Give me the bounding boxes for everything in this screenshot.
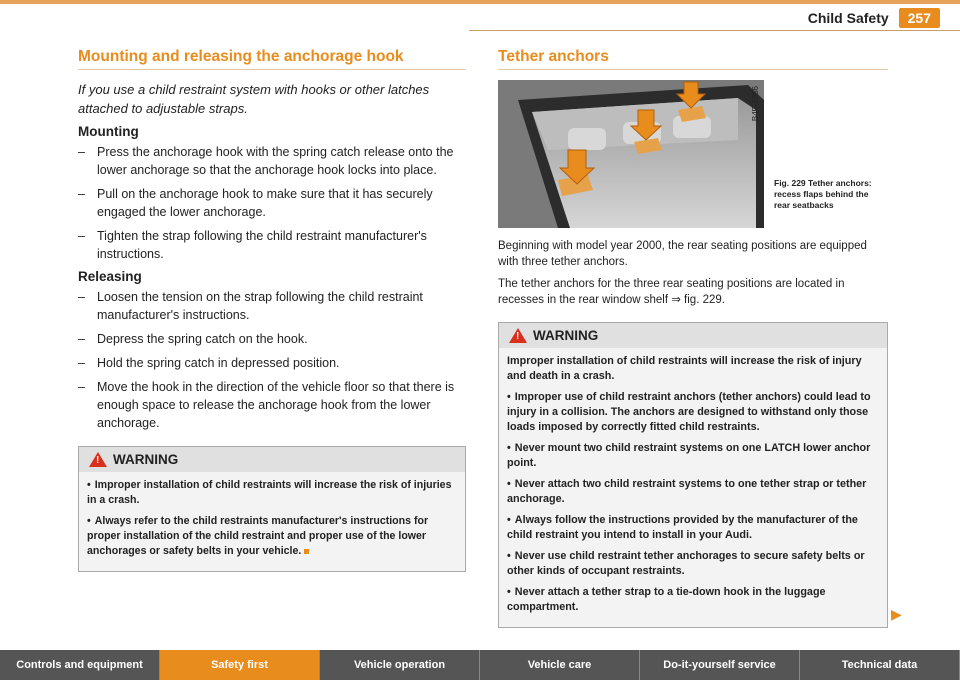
right-warning-header bbox=[499, 323, 887, 348]
mounting-heading: Mounting bbox=[78, 124, 139, 139]
releasing-step: – Move the hook in the direction of the vehicle floor so that there is enough space to release the anchorage hook from the lower anchorage. bbox=[78, 378, 466, 432]
section-title: Child Safety bbox=[807, 10, 889, 26]
figure-caption-text: Tether anchors: recess flaps behind the rear seatbacks bbox=[774, 178, 872, 210]
warning-item: • Improper use of child restraint anchors (tether anchors) could lead to injury in a collision. The anchors are designed to withstand only those loads imposed by correctly fitted child restraints. bbox=[507, 391, 871, 433]
releasing-heading: Releasing bbox=[78, 269, 142, 284]
end-square-icon bbox=[304, 549, 309, 554]
mounting-steps bbox=[78, 143, 466, 263]
right-warning-box bbox=[498, 322, 902, 628]
nav-tab-vehicle-care[interactable]: Vehicle care bbox=[480, 650, 640, 680]
figure-caption bbox=[774, 178, 874, 228]
mounting-step: – Tighten the strap following the child restraint manufacturer's instructions. bbox=[78, 227, 466, 263]
left-column bbox=[78, 48, 466, 572]
warning-triangle-icon: ! bbox=[89, 452, 107, 467]
warning-item: • Never use child restraint tether anchorages to secure safety belts or other kinds of occupant restraints. bbox=[507, 550, 865, 577]
header-rule bbox=[469, 30, 960, 31]
mounting-step: – Pull on the anchorage hook to make sure that it has securely engaged the lower anchorage. bbox=[78, 185, 466, 221]
warning-item: • Improper installation of child restraints will increase the risk of injuries in a crash. bbox=[87, 479, 452, 506]
left-section-title: Mounting and releasing the anchorage hook bbox=[78, 48, 466, 70]
nav-tab-safety-first[interactable]: Safety first bbox=[160, 650, 320, 680]
continue-arrow-icon: ▶ bbox=[891, 606, 902, 622]
nav-tab-diy-service[interactable]: Do-it-yourself service bbox=[640, 650, 800, 680]
warning-item: • Never attach a tether strap to a tie-down hook in the luggage compartment. bbox=[507, 586, 826, 613]
right-warning-body bbox=[499, 348, 887, 627]
page-header bbox=[808, 8, 940, 28]
left-warning-header bbox=[79, 447, 465, 472]
warning-triangle-icon: ! bbox=[509, 328, 527, 343]
left-intro: If you use a child restraint system with hooks or other latches attached to adjustable straps. bbox=[78, 82, 430, 116]
warning-item: • Never attach two child restraint systems to one tether strap or tether anchorage. bbox=[507, 478, 867, 505]
releasing-step: – Depress the spring catch on the hook. bbox=[78, 330, 466, 348]
paragraph: Beginning with model year 2000, the rear seating positions are equipped with three tether anchors. bbox=[498, 240, 867, 268]
warning-item: • Always refer to the child restraints manufacturer's instructions for proper installation of the child restraint and proper use of the lower anchorages or safety belts in your vehicle. bbox=[87, 515, 429, 557]
releasing-step: – Hold the spring catch in depressed position. bbox=[78, 354, 466, 372]
mounting-step: – Press the anchorage hook with the spring catch release onto the lower anchorage so that the anchorage hook locks into place. bbox=[78, 143, 466, 179]
right-section-title: Tether anchors bbox=[498, 48, 888, 70]
chapter-nav bbox=[0, 650, 960, 680]
nav-tab-technical-data[interactable]: Technical data bbox=[800, 650, 960, 680]
nav-tab-controls[interactable]: Controls and equipment bbox=[0, 650, 160, 680]
warning-item: • Always follow the instructions provided by the manufacturer of the child restraint you intend to install in your Audi. bbox=[507, 514, 858, 541]
warning-label: WARNING bbox=[113, 452, 179, 467]
releasing-step: – Loosen the tension on the strap following the child restraint manufacturer's instructions. bbox=[78, 288, 466, 324]
warning-intro: Improper installation of child restraints will increase the risk of injury and death in a crash. bbox=[507, 355, 862, 382]
releasing-steps bbox=[78, 288, 466, 432]
right-column bbox=[498, 48, 902, 628]
tether-anchor-photo bbox=[498, 80, 764, 228]
rear-window-shelf-illustration bbox=[498, 80, 764, 228]
left-warning-body bbox=[79, 472, 465, 571]
warning-item: • Never mount two child restraint systems on one LATCH lower anchor point. bbox=[507, 442, 871, 469]
figure-code: B4F-2356 bbox=[751, 86, 760, 122]
top-accent-line bbox=[0, 0, 960, 4]
figure-row bbox=[498, 80, 888, 228]
figure-number: Fig. 229 bbox=[774, 178, 806, 188]
page-number: 257 bbox=[899, 8, 940, 28]
warning-label: WARNING bbox=[533, 328, 599, 343]
nav-tab-vehicle-operation[interactable]: Vehicle operation bbox=[320, 650, 480, 680]
paragraph: The tether anchors for the three rear seating positions are located in recesses in the rear window shelf ⇒ fig. 229. bbox=[498, 278, 845, 306]
left-warning-box bbox=[78, 446, 466, 572]
